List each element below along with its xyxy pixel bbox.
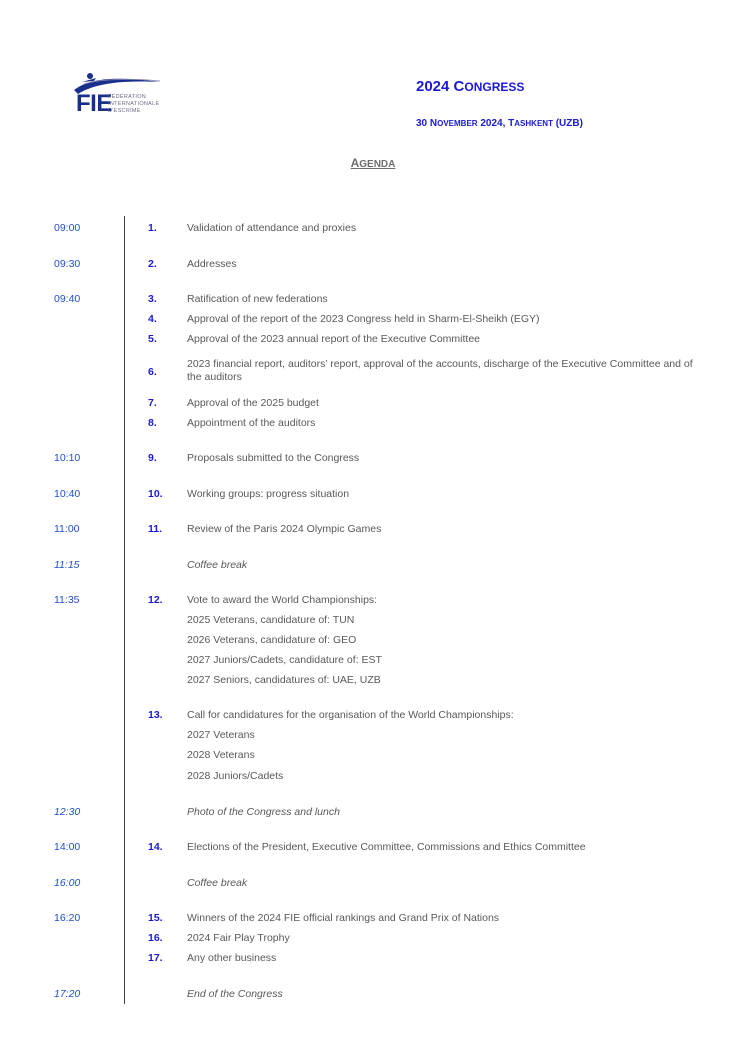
agenda-text: Any other business (187, 952, 277, 964)
agenda-text: Elections of the President, Executive Committee, Commissions and Ethics Committee (187, 841, 586, 853)
date-smallcaps: OVEMBER (437, 119, 478, 128)
agenda-text: Review of the Paris 2024 Olympic Games (187, 523, 382, 535)
agenda-number: 14. (148, 841, 163, 853)
agenda-text: 2027 Juniors/Cadets, candidature of: EST (187, 654, 382, 666)
agenda-text: Proposals submitted to the Congress (187, 452, 360, 464)
agenda-number: 6. (148, 366, 157, 378)
agenda-text: 2026 Veterans, candidature of: GEO (187, 634, 357, 646)
agenda-number: 11. (148, 523, 163, 535)
agenda-number: 12. (148, 594, 163, 606)
agenda-text: 2024 Fair Play Trophy (187, 932, 290, 944)
city-rest: (UZB) (552, 118, 583, 129)
logo-text: FIE (76, 90, 112, 117)
agenda-time: 09:40 (54, 293, 81, 305)
agenda-text: Ratification of new federations (187, 293, 328, 305)
agenda-number: 16. (148, 932, 163, 944)
agenda-number: 7. (148, 397, 157, 409)
agenda-text: Photo of the Congress and lunch (187, 806, 340, 818)
agenda-time: 10:40 (54, 488, 81, 500)
agenda-number: 17. (148, 952, 163, 964)
agenda-text: Validation of attendance and proxies (187, 222, 357, 234)
agenda-number: 15. (148, 912, 163, 924)
agenda-time: 14:00 (54, 841, 81, 853)
agenda-number: 1. (148, 222, 157, 234)
agenda-text: Coffee break (187, 877, 248, 889)
page-subtitle (416, 118, 583, 129)
agenda-time: 12:30 (54, 806, 81, 818)
agenda-text: Vote to award the World Championships: (187, 594, 378, 606)
agenda-text: Appointment of the auditors (187, 417, 316, 429)
agenda-time: 11:00 (54, 523, 80, 535)
date-rest: 2024, T (477, 118, 515, 129)
agenda-main: A (350, 156, 360, 170)
date-main: 30 N (416, 118, 438, 129)
agenda-time: 10:10 (54, 452, 81, 464)
agenda-text: Call for candidatures for the organisation of the World Championships: (187, 709, 514, 721)
agenda-text: 2028 Juniors/Cadets (187, 770, 284, 782)
title-smallcaps: ONGRESS (464, 80, 525, 94)
agenda-text: 2023 financial report, auditors’ report, approval of the accounts, discharge of the Executive Committee and of the auditors (187, 358, 693, 383)
agenda-text: Winners of the 2024 FIE official rankings and Grand Prix of Nations (187, 912, 500, 924)
logo-sub-line: INTERNATIONALE (108, 101, 160, 107)
agenda-time: 16:00 (54, 877, 81, 889)
agenda-time: 09:30 (54, 258, 81, 270)
agenda-number: 13. (148, 709, 163, 721)
agenda-time: 11:35 (54, 594, 80, 606)
agenda-number: 10. (148, 488, 163, 500)
agenda-text: 2028 Veterans (187, 749, 255, 761)
agenda-number: 4. (148, 313, 157, 325)
agenda-time: 11:15 (54, 559, 80, 571)
agenda-text: 2027 Veterans (187, 729, 255, 741)
agenda-text: Approval of the 2023 annual report of the Executive Committee (187, 333, 481, 345)
timeline-divider (124, 216, 125, 1004)
agenda-text: Addresses (187, 258, 237, 270)
agenda-text: End of the Congress (187, 988, 283, 1000)
logo-sub-line: FÉDÉRATION (108, 94, 147, 100)
agenda-time: 16:20 (54, 912, 81, 924)
title-main: 2024 C (416, 78, 465, 95)
agenda-time: 17:20 (54, 988, 81, 1000)
agenda-number: 3. (148, 293, 157, 305)
logo-subtext (108, 94, 159, 115)
agenda-number: 5. (148, 333, 157, 345)
logo-sub-line: D'ESCRIME (108, 108, 141, 114)
agenda-text: Approval of the 2025 budget (187, 397, 319, 409)
agenda-text: 2027 Seniors, candidatures of: UAE, UZB (187, 674, 381, 686)
agenda-text: 2025 Veterans, candidature of: TUN (187, 614, 355, 626)
page-title (416, 78, 524, 95)
agenda-text: Working groups: progress situation (187, 488, 350, 500)
agenda-text: Coffee break (187, 559, 248, 571)
agenda-number: 2. (148, 258, 157, 270)
agenda-time: 09:00 (54, 222, 81, 234)
agenda-number: 8. (148, 417, 157, 429)
agenda-heading (0, 156, 746, 170)
city-smallcaps: ASHKENT (514, 119, 553, 128)
agenda-text: Approval of the report of the 2023 Congress held in Sharm-El-Sheikh (EGY) (187, 313, 540, 325)
agenda-number: 9. (148, 452, 157, 464)
agenda-smallcaps: GENDA (359, 159, 396, 170)
